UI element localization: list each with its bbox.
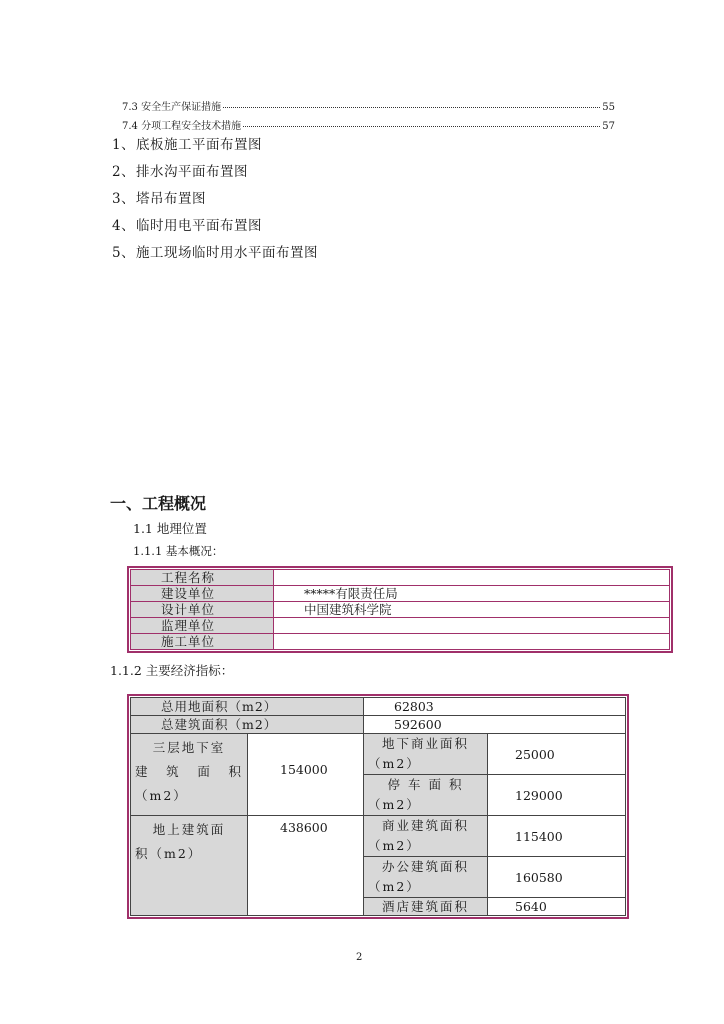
table-cell-label: 办公建筑面积 （m2）	[364, 857, 488, 898]
list-item: 5、施工现场临时用水平面布置图	[112, 245, 318, 261]
table-row	[131, 816, 626, 857]
table-cell-value: 115400	[488, 816, 626, 857]
table-row	[131, 570, 670, 586]
subsection-title: 1.1.2 主要经济指标：	[110, 663, 234, 678]
list-item: 3、塔吊布置图	[112, 191, 206, 207]
toc-page: 55	[602, 102, 615, 113]
table-cell-label: 监理单位	[131, 618, 274, 634]
table-cell-label: 地上建筑面 积（m2）	[131, 816, 248, 916]
table-row	[131, 698, 626, 716]
table-row	[131, 586, 670, 602]
table-row	[131, 716, 626, 734]
toc-label: 7.3 安全生产保证措施	[122, 102, 222, 113]
table-row	[131, 634, 670, 650]
basic-info-table	[127, 566, 673, 653]
table-cell-label: 三层地下室 建 筑 面 积 （m2）	[131, 734, 248, 816]
subsection-title: 1.1.1 基本概况：	[133, 544, 224, 558]
table-cell-value: 中国建筑科学院	[274, 602, 670, 618]
table-cell-value	[274, 570, 670, 586]
table-cell-label: 地下商业面积 （m2）	[364, 734, 488, 775]
table-row	[131, 618, 670, 634]
toc-entry-7-4[interactable]	[122, 117, 615, 132]
table-cell-label: 总用地面积（m2）	[131, 698, 364, 716]
table-cell-value: 129000	[488, 775, 626, 816]
table-cell-value	[274, 634, 670, 650]
table-cell-value: 592600	[364, 716, 626, 734]
table-row	[131, 602, 670, 618]
table-cell-label: 建设单位	[131, 586, 274, 602]
toc-entry-7-3[interactable]	[122, 98, 615, 113]
table-cell-value: 25000	[488, 734, 626, 775]
table-cell-value: 160580	[488, 857, 626, 898]
table-cell-value: 154000	[248, 734, 364, 816]
page-number: 2	[356, 952, 363, 963]
table-cell-label: 工程名称	[131, 570, 274, 586]
table-cell-label: 总建筑面积（m2）	[131, 716, 364, 734]
table-cell-label: 停 车 面 积 （m2）	[364, 775, 488, 816]
section-heading: 一、工程概况	[110, 494, 207, 513]
table-cell-value: *****有限责任局	[274, 586, 670, 602]
table-cell-label: 设计单位	[131, 602, 274, 618]
table-cell-value: 438600	[248, 816, 364, 916]
table-cell-value: 5640	[488, 898, 626, 916]
list-item: 1、底板施工平面布置图	[112, 137, 262, 153]
table-cell-value: 62803	[364, 698, 626, 716]
toc-label: 7.4 分项工程安全技术措施	[122, 121, 242, 132]
toc-leader-dots	[223, 107, 600, 108]
table-cell-value	[274, 618, 670, 634]
list-item: 2、排水沟平面布置图	[112, 164, 248, 180]
table-cell-label: 施工单位	[131, 634, 274, 650]
table-cell-label: 商业建筑面积 （m2）	[364, 816, 488, 857]
economic-indicators-table	[127, 694, 629, 919]
subsection-title: 1.1 地理位置	[133, 521, 207, 536]
table-row	[131, 734, 626, 775]
table-cell-label: 酒店建筑面积	[364, 898, 488, 916]
list-item: 4、临时用电平面布置图	[112, 218, 262, 234]
toc-leader-dots	[243, 126, 600, 127]
toc-page: 57	[602, 121, 615, 132]
